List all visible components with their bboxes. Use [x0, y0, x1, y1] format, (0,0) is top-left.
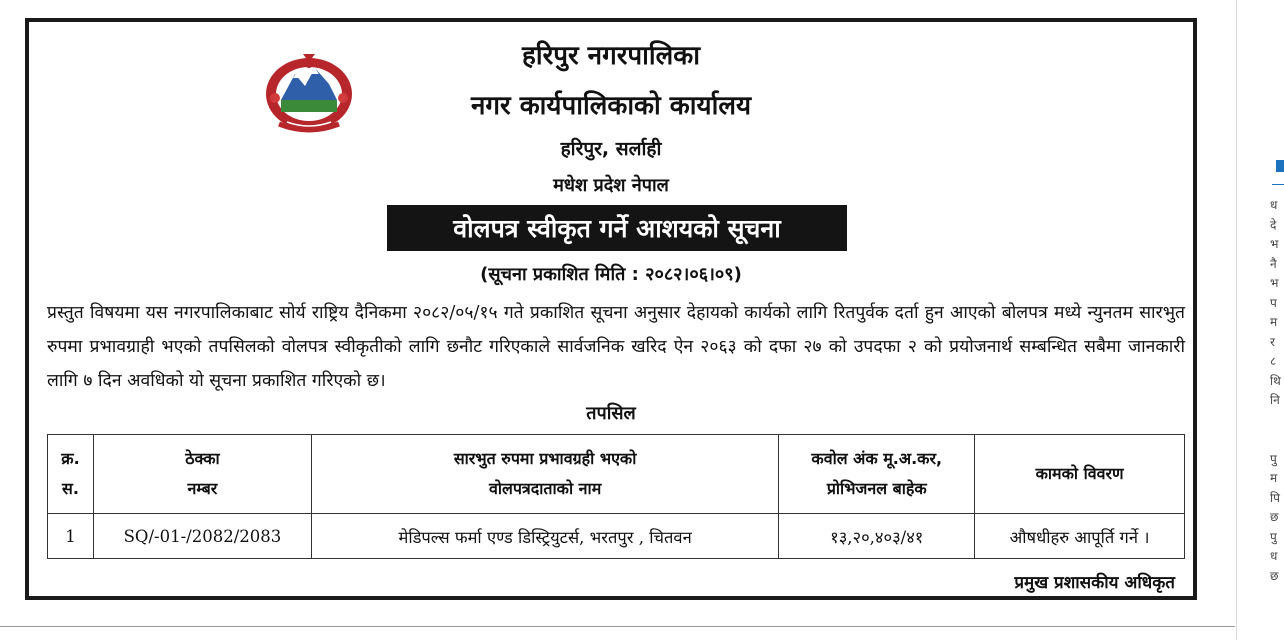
- cell-work-description: औषधीहरु आपूर्ति गर्ने ।: [975, 514, 1185, 559]
- cell-bidder-name: मेडिपल्स फर्मा एण्ड डिस्ट्रियुटर्स, भरतपुर , चितवन: [311, 514, 778, 559]
- notice-body: प्रस्तुत विषयमा यस नगरपालिकाबाट सोर्य राष्ट्रिय दैनिकमा २०८२/०५/१५ गते प्रकाशित सूचना अनुसार देहायको कार्यको लागि रितपुर्वक दर्ता हुन आएको बोलपत्र मध्ये न्युनतम सारभुत रुपमा प्रभावग्राही भएको तपसिलको वोलपत्र स्वीकृतीको लागि छनौट गरिएकाले सार्वजनिक खरिद ऐन २०६३ को दफा २७ को उपदफा २ को प्रयोजनार्थ सम्बन्धित सबैमा जानकारी लागि ७ दिन अवधिको यो सूचना प्रकाशित गरिएको छ।: [47, 303, 1185, 391]
- header-sn: क्र. स.: [48, 435, 94, 514]
- cell-contract-number: SQ/-01-/2082/2083: [93, 514, 311, 559]
- adjacent-heading-marker: [1276, 160, 1284, 172]
- notice-title: वोलपत्र स्वीकृत गर्ने आशयको सूचना: [453, 214, 781, 243]
- notice-title-banner: [387, 205, 847, 251]
- bid-table: [47, 434, 1185, 559]
- office-name: नगर कार्यपालिकाको कार्यालय: [470, 91, 752, 121]
- cell-sn: 1: [48, 514, 94, 559]
- notice-box: [25, 18, 1197, 600]
- municipality-name: हरिपुर नगरपालिका: [522, 41, 700, 71]
- province-country: मधेश प्रदेश नेपाल: [553, 175, 669, 196]
- header-work-description: कामको विवरण: [975, 435, 1185, 514]
- office-location: हरिपुर, सर्लाही: [560, 138, 662, 160]
- header-contract-number: ठेक्का नम्बर: [93, 435, 311, 514]
- table-header-row: [48, 435, 1185, 514]
- adjacent-article-text: ध दे भ नै भ प म र ८ थि नि पु म पि छ पु ध छ: [1270, 198, 1281, 583]
- publish-date: (सूचना प्रकाशित मिति : २०८२।०६।०९): [480, 264, 742, 285]
- table-title: तपसिल: [586, 403, 636, 424]
- adjacent-heading-rule: [1272, 184, 1284, 185]
- header-bid-amount: कवोल अंक मू.अ.कर, प्रोभिजनल बाहेक: [779, 435, 975, 514]
- table-row: [48, 514, 1185, 559]
- page-divider: [0, 626, 1235, 627]
- cell-bid-amount: १३,२०,४०३/४१: [779, 514, 975, 559]
- header-bidder-name: सारभुत रुपमा प्रभावग्रही भएको वोलपत्रदाताको नाम: [311, 435, 778, 514]
- signatory-title: प्रमुख प्रशासकीय अधिकृत: [1014, 573, 1175, 593]
